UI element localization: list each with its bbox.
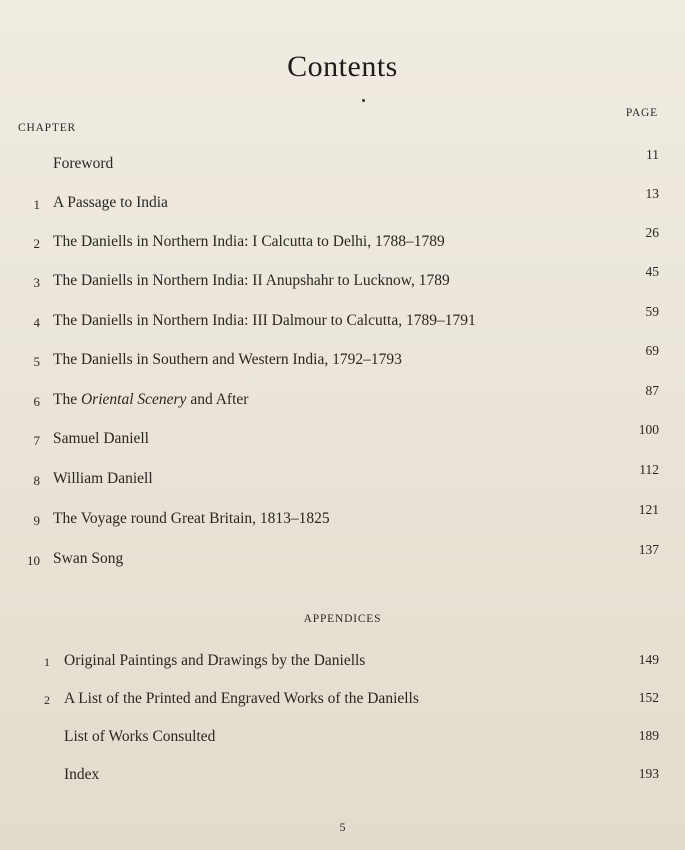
toc-entry-appendix-1[interactable] — [0, 652, 685, 676]
entry-number: 5 — [33, 354, 40, 369]
page-title: Contents — [287, 50, 398, 83]
toc-entry-chapter-3[interactable] — [0, 264, 685, 296]
entry-page: 121 — [638, 502, 659, 517]
entry-number: 7 — [33, 433, 40, 448]
entry-page: 13 — [645, 186, 659, 201]
entry-title: List of Works Consulted — [64, 728, 216, 745]
entry-title: Swan Song — [53, 550, 124, 567]
appendices-header: APPENDICES — [303, 613, 382, 625]
toc-entry-foreword[interactable] — [0, 147, 685, 179]
entry-page: 87 — [645, 383, 659, 398]
entry-page: 59 — [645, 304, 659, 319]
toc-entry-chapter-2[interactable] — [0, 225, 685, 257]
ink-speck — [362, 99, 365, 102]
entry-number: 2 — [33, 236, 40, 251]
toc-entry-chapter-6[interactable] — [0, 383, 685, 415]
entry-number: 8 — [33, 473, 40, 488]
toc-entry-appendix-2[interactable] — [0, 690, 685, 714]
page-number: 5 — [339, 820, 346, 834]
entry-number: 4 — [33, 315, 40, 330]
entry-title: A List of the Printed and Engraved Works of the Daniells — [64, 690, 419, 707]
entry-page: 69 — [645, 343, 659, 358]
entry-page: 11 — [646, 147, 659, 162]
entry-number: 9 — [33, 513, 40, 528]
entry-title: Foreword — [53, 155, 114, 172]
entry-title: A Passage to India — [53, 194, 168, 211]
entry-title: The Daniells in Northern India: III Dalmour to Calcutta, 1789–1791 — [53, 312, 476, 329]
entry-title: The Daniells in Northern India: II Anupshahr to Lucknow, 1789 — [53, 272, 450, 289]
toc-entry-index[interactable] — [0, 766, 685, 790]
toc-entry-chapter-7[interactable] — [0, 422, 685, 454]
entry-page: 112 — [639, 462, 659, 477]
entry-page: 26 — [645, 225, 659, 240]
entry-title: The Voyage round Great Britain, 1813–1825 — [53, 510, 330, 527]
entry-title-pre: The — [53, 391, 81, 408]
toc-entry-chapter-4[interactable] — [0, 304, 685, 336]
page-column-header: PAGE — [625, 107, 658, 119]
entry-page: 189 — [638, 728, 659, 743]
entry-title: William Daniell — [53, 470, 153, 487]
entry-page: 193 — [638, 766, 659, 781]
toc-entry-chapter-10[interactable] — [0, 542, 685, 574]
chapter-column-header: CHAPTER — [18, 122, 76, 134]
entry-page: 100 — [638, 422, 659, 437]
entry-title: Index — [64, 766, 100, 783]
entry-page: 149 — [638, 652, 659, 667]
entry-page: 45 — [645, 264, 659, 279]
toc-entry-chapter-1[interactable] — [0, 186, 685, 218]
toc-entry-chapter-8[interactable] — [0, 462, 685, 494]
entry-number: 2 — [44, 693, 50, 707]
toc-entry-chapter-5[interactable] — [0, 343, 685, 375]
entry-title: Original Paintings and Drawings by the Daniells — [64, 652, 366, 669]
entry-number: 1 — [33, 197, 40, 212]
entry-page: 137 — [638, 542, 659, 557]
entry-title-post: and After — [186, 391, 249, 408]
entry-number: 1 — [44, 655, 50, 669]
entry-title: Samuel Daniell — [53, 430, 149, 447]
entry-number: 10 — [27, 553, 40, 568]
entry-number: 3 — [33, 275, 40, 290]
entry-title: The Daniells in Southern and Western India, 1792–1793 — [53, 351, 402, 368]
entry-title-italic: Oriental Scenery — [80, 391, 187, 408]
entry-page: 152 — [638, 690, 659, 705]
toc-entry-works-consulted[interactable] — [0, 728, 685, 752]
entry-title — [53, 391, 248, 409]
entry-title: The Daniells in Northern India: I Calcutta to Delhi, 1788–1789 — [53, 233, 445, 250]
toc-entry-chapter-9[interactable] — [0, 502, 685, 534]
entry-number: 6 — [33, 394, 40, 409]
